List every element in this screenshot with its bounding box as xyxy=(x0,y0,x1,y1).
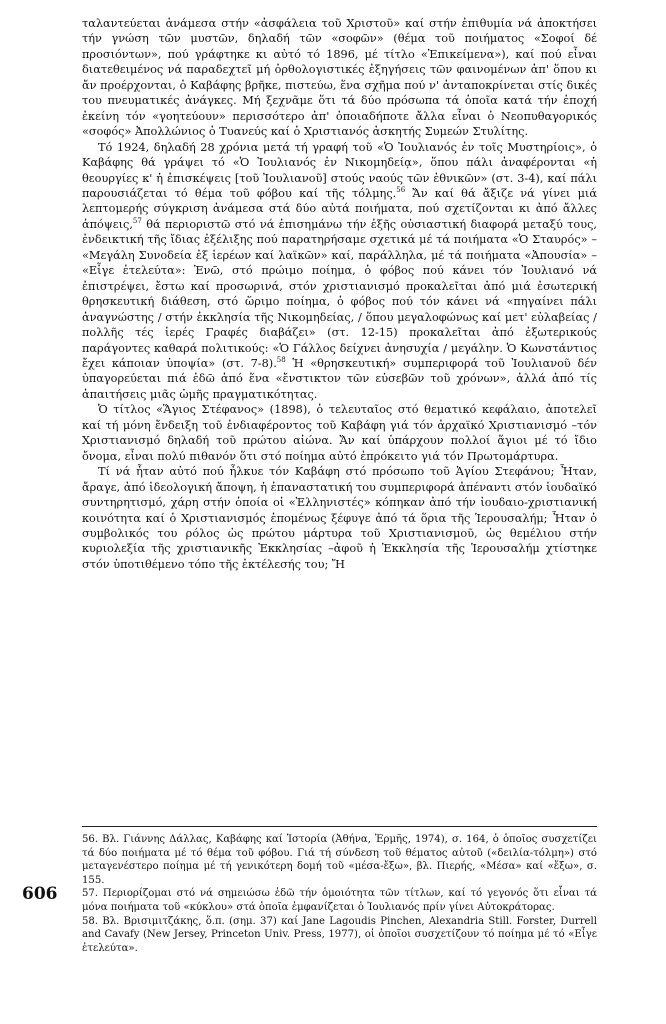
footnotes xyxy=(82,833,597,955)
paragraph-2-text-c: θά περιοριστῶ στό νά ἐπισημάνω τήν ἐξῆς οὐσιαστική διαφορά μεταξύ τους, ἐνδεικτική τῆς ἴδιας ἐξέλιξης πού παρατηρήσαμε σχετικά μέ τά ποιήματα «Ὁ Σταυρός» – «Μεγάλη Συνοδεία ἐξ ἱερέων καί λαϊκῶν» καί, παράλληλα, μέ τά ποιήματα «Ἀπουσία» – «Εἶγε ἐτελεύτα»: Ἐνῶ, στό πρώιμο ποίημα, ὁ φόβος πού κάνει τόν Ἰουλιανό νά ἐπιστρέψει, ἔστω καί προσωρινά, στόν χριστιανισμό προκαλεῖται ἀπό μιά ἐσωτερική θρησκευτική διάθεση, στό ὥριμο ποίημα, ὁ φόβος πού τόν κάνει νά «πηγαίνει πάλι ἀναγνώστης / στήν ἐκκλησία τῆς Νικομηδείας, / ὅπου μεγαλοφώνως καί μετ' εὐλαβείας / πολλῆς τές ἱερές Γραφές διαβάζει» (στ. 12-15) προκαλεῖται ἀπό ἐξωτερικούς παράγοντες καθαρά πολιτικούς: «Ὁ Γάλλος δείχνει ἀνησυχία / μεγάλην. Ὁ Κωνστάντιος ἔχει κάποιαν ὑποψία» (στ. 7-8). xyxy=(82,217,597,370)
footnote-marker-56[interactable]: 56 xyxy=(396,186,406,195)
paragraph-3: Ὁ τίτλος «Ἅγιος Στέφανος» (1898), ὁ τελευταῖος στό θεματικό κεφάλαιο, ἀποτελεῖ καί τή μόνη ἔνδειξη τοῦ ἐνδιαφέροντος τοῦ Καβάφη γιά τόν ἀρχαϊκό Χριστιανισμό –τόν Χριστιανισμό δηλαδή τοῦ πρώτου αἰώνα. Ἄν καί ὑπάρχουν πολλοί ἅγιοι μέ τό ἴδιο ὄνομα, εἶναι πολύ πιθανόν ὅτι στό ποίημα αὐτό ἐπρόκειτο γιά τόν Πρωτομάρτυρα. xyxy=(82,403,597,463)
page-number: 606 xyxy=(22,884,58,904)
footnote-56: 56. Βλ. Γιάννης Δάλλας, Καβάφης καί Ἱστορία (Ἀθήνα, Ἑρμῆς, 1974), σ. 164, ὁ ὁποῖος συσχετίζει τά δύο ποιήματα μέ τό θέμα τοῦ φόβου. Γιά τή σύνδεση τοῦ θέματος αὐτοῦ («δειλία-τόλμη») στό μεταγενέστερο ποίημα μέ τή γενικότερη δομή τοῦ «μέσα-ἔξω», βλ. Πιερής, «Μέσα» καί «ἔξω», σ. 155. xyxy=(82,834,597,886)
paragraph-2-text-b: Ἄν καί θά ἄξιζε νά γίνει μιά λεπτομερής σύγκριση ἀνάμεσα στά δύο αὐτά ποιήματα, πού σχετίζονται κι ἀπό ἄλλες ἀπόψεις, xyxy=(82,186,597,231)
main-text xyxy=(82,16,597,572)
paragraph-1: ταλαντεύεται ἀνάμεσα στήν «ἀσφάλεια τοῦ Χριστοῦ» καί στήν ἐπιθυμία νά ἀποκτήσει τήν γνώση τῶν μυστῶν, δηλαδή τῶν «σοφῶν» (θέμα τοῦ ποιήματος «Σοφοί δέ προσιόντων», πού γράφτηκε κι αὐτό τό 1896, μέ τίτλο «Ἐπικείμενα»), καί πού εἶναι διατεθειμένος νά παραδεχτεῖ μή ὀρθολογιστικές ἐξηγήσεις τῶν φαινομένων ἀπ' ὅπου κι ἄν προέρχονται, ὁ Καβάφης βρῆκε, πιστεύω, ἕνα σχῆμα πού ν' ἀνταποκρίνεται στίς δικές του πνευματικές ἀνάγκες. Μή ξεχνᾶμε ὅτι τά δύο πρόσωπα τά ὁποῖα κατά τήν ἐποχή ἐκείνη τόν «γοητεύουν» περισσότερο ἀπ' ὁποιαδήποτε ἄλλα εἶναι ὁ Νεοπυθαγορικός «σοφός» Ἀπολλώνιος ὁ Τυανεύς καί ὁ Χριστιανός ἀσκητής Συμεών Στυλίτης. xyxy=(82,17,597,139)
footnote-58: 58. Βλ. Βρισιμιτζάκης, ὅ.π. (σημ. 37) καί Jane Lagoudis Pinchen, Alexandria Still. Forster, Durrell and Cavafy (New Jersey, Princeton Univ. Press, 1977), οἱ ὁποῖοι συσχετίζουν τό ποίημα μέ τό «Εἶγε ἐτελεύτα». xyxy=(82,915,597,954)
paragraph-2 xyxy=(82,140,597,403)
footnote-marker-57[interactable]: 57 xyxy=(132,217,142,226)
paragraph-2-text-d: Ἡ «θρησκευτική» συμπεριφορά τοῦ Ἰουλιανοῦ δέν ὑπαγορεύεται πιά ἐδῶ ἀπό ἕνα «ἔνστικτον τῶν εὐσεβῶν τοῦ χρόνων», ἀλλά ἀπό τίς ἀπαιτήσεις μιᾶς ὠμῆς πραγματικότητας. xyxy=(82,356,597,401)
paragraph-4: Τί νά ἦταν αὐτό πού ἦλκυε τόν Καβάφη στό πρόσωπο τοῦ Ἁγίου Στεφάνου; Ἦταν, ἄραγε, ἀπό ἰδεολογική ἄποψη, ἡ ἐπαναστατική του συμπεριφορά ἀπέναντι στόν ἰουδαϊκό συντηρητισμό, χάρη στήν ὁποία οἱ «Ἑλληνιστές» κόπηκαν ἀπό τήν ἰουδαιο-χριστιανική κοινότητα καί ὁ Χριστιανισμός ἑπομένως ξέφυγε ἀπό τά ὅρια τῆς Ἱερουσαλήμ; Ἦταν ὁ συμβολικός του ρόλος ὡς πρώτου μάρτυρα τοῦ Χριστιανισμοῦ, ὡς θεμέλιου στήν κυριολεξία τῆς χριστιανικῆς Ἐκκλησίας –ἀφοῦ ἡ Ἐκκλησία τῆς Ἱερουσαλήμ χτίστηκε στόν ὑποτιθέμενο τόπο τῆς ἐκτέλεσής του; Ἤ xyxy=(82,465,597,571)
footnote-divider xyxy=(82,826,597,827)
footnote-57: 57. Περιορίζομαι στό νά σημειώσω ἐδῶ τήν ὁμοιότητα τῶν τίτλων, καί τό γεγονός ὅτι εἶναι τά μόνα ποιήματα τοῦ «κύκλου» στά ὁποῖα ἐμφανίζεται ὁ Ἰουλιανός πρίν γίνει Αὐτοκράτορας. xyxy=(82,888,597,913)
paragraph-2-text: Τό 1924, δηλαδή 28 χρόνια μετά τή γραφή τοῦ «Ὁ Ἰουλιανός ἐν τοῖς Μυστηρίοις», ὁ Καβάφης θά γράψει τό «Ὁ Ἰουλιανός ἐν Νικομηδείᾳ», ὅπου πάλι ἀναφέρονται «ἡ θεουργίες κ' ἡ ἐπισκέψεις [τοῦ Ἰουλιανοῦ] στούς ναούς τῶν ἐθνικῶν» (στ. 3-4), καί πάλι παρουσιάζεται τό θέμα τοῦ φόβου καί τῆς τόλμης. xyxy=(82,140,597,200)
footnote-marker-58[interactable]: 58 xyxy=(276,356,286,365)
